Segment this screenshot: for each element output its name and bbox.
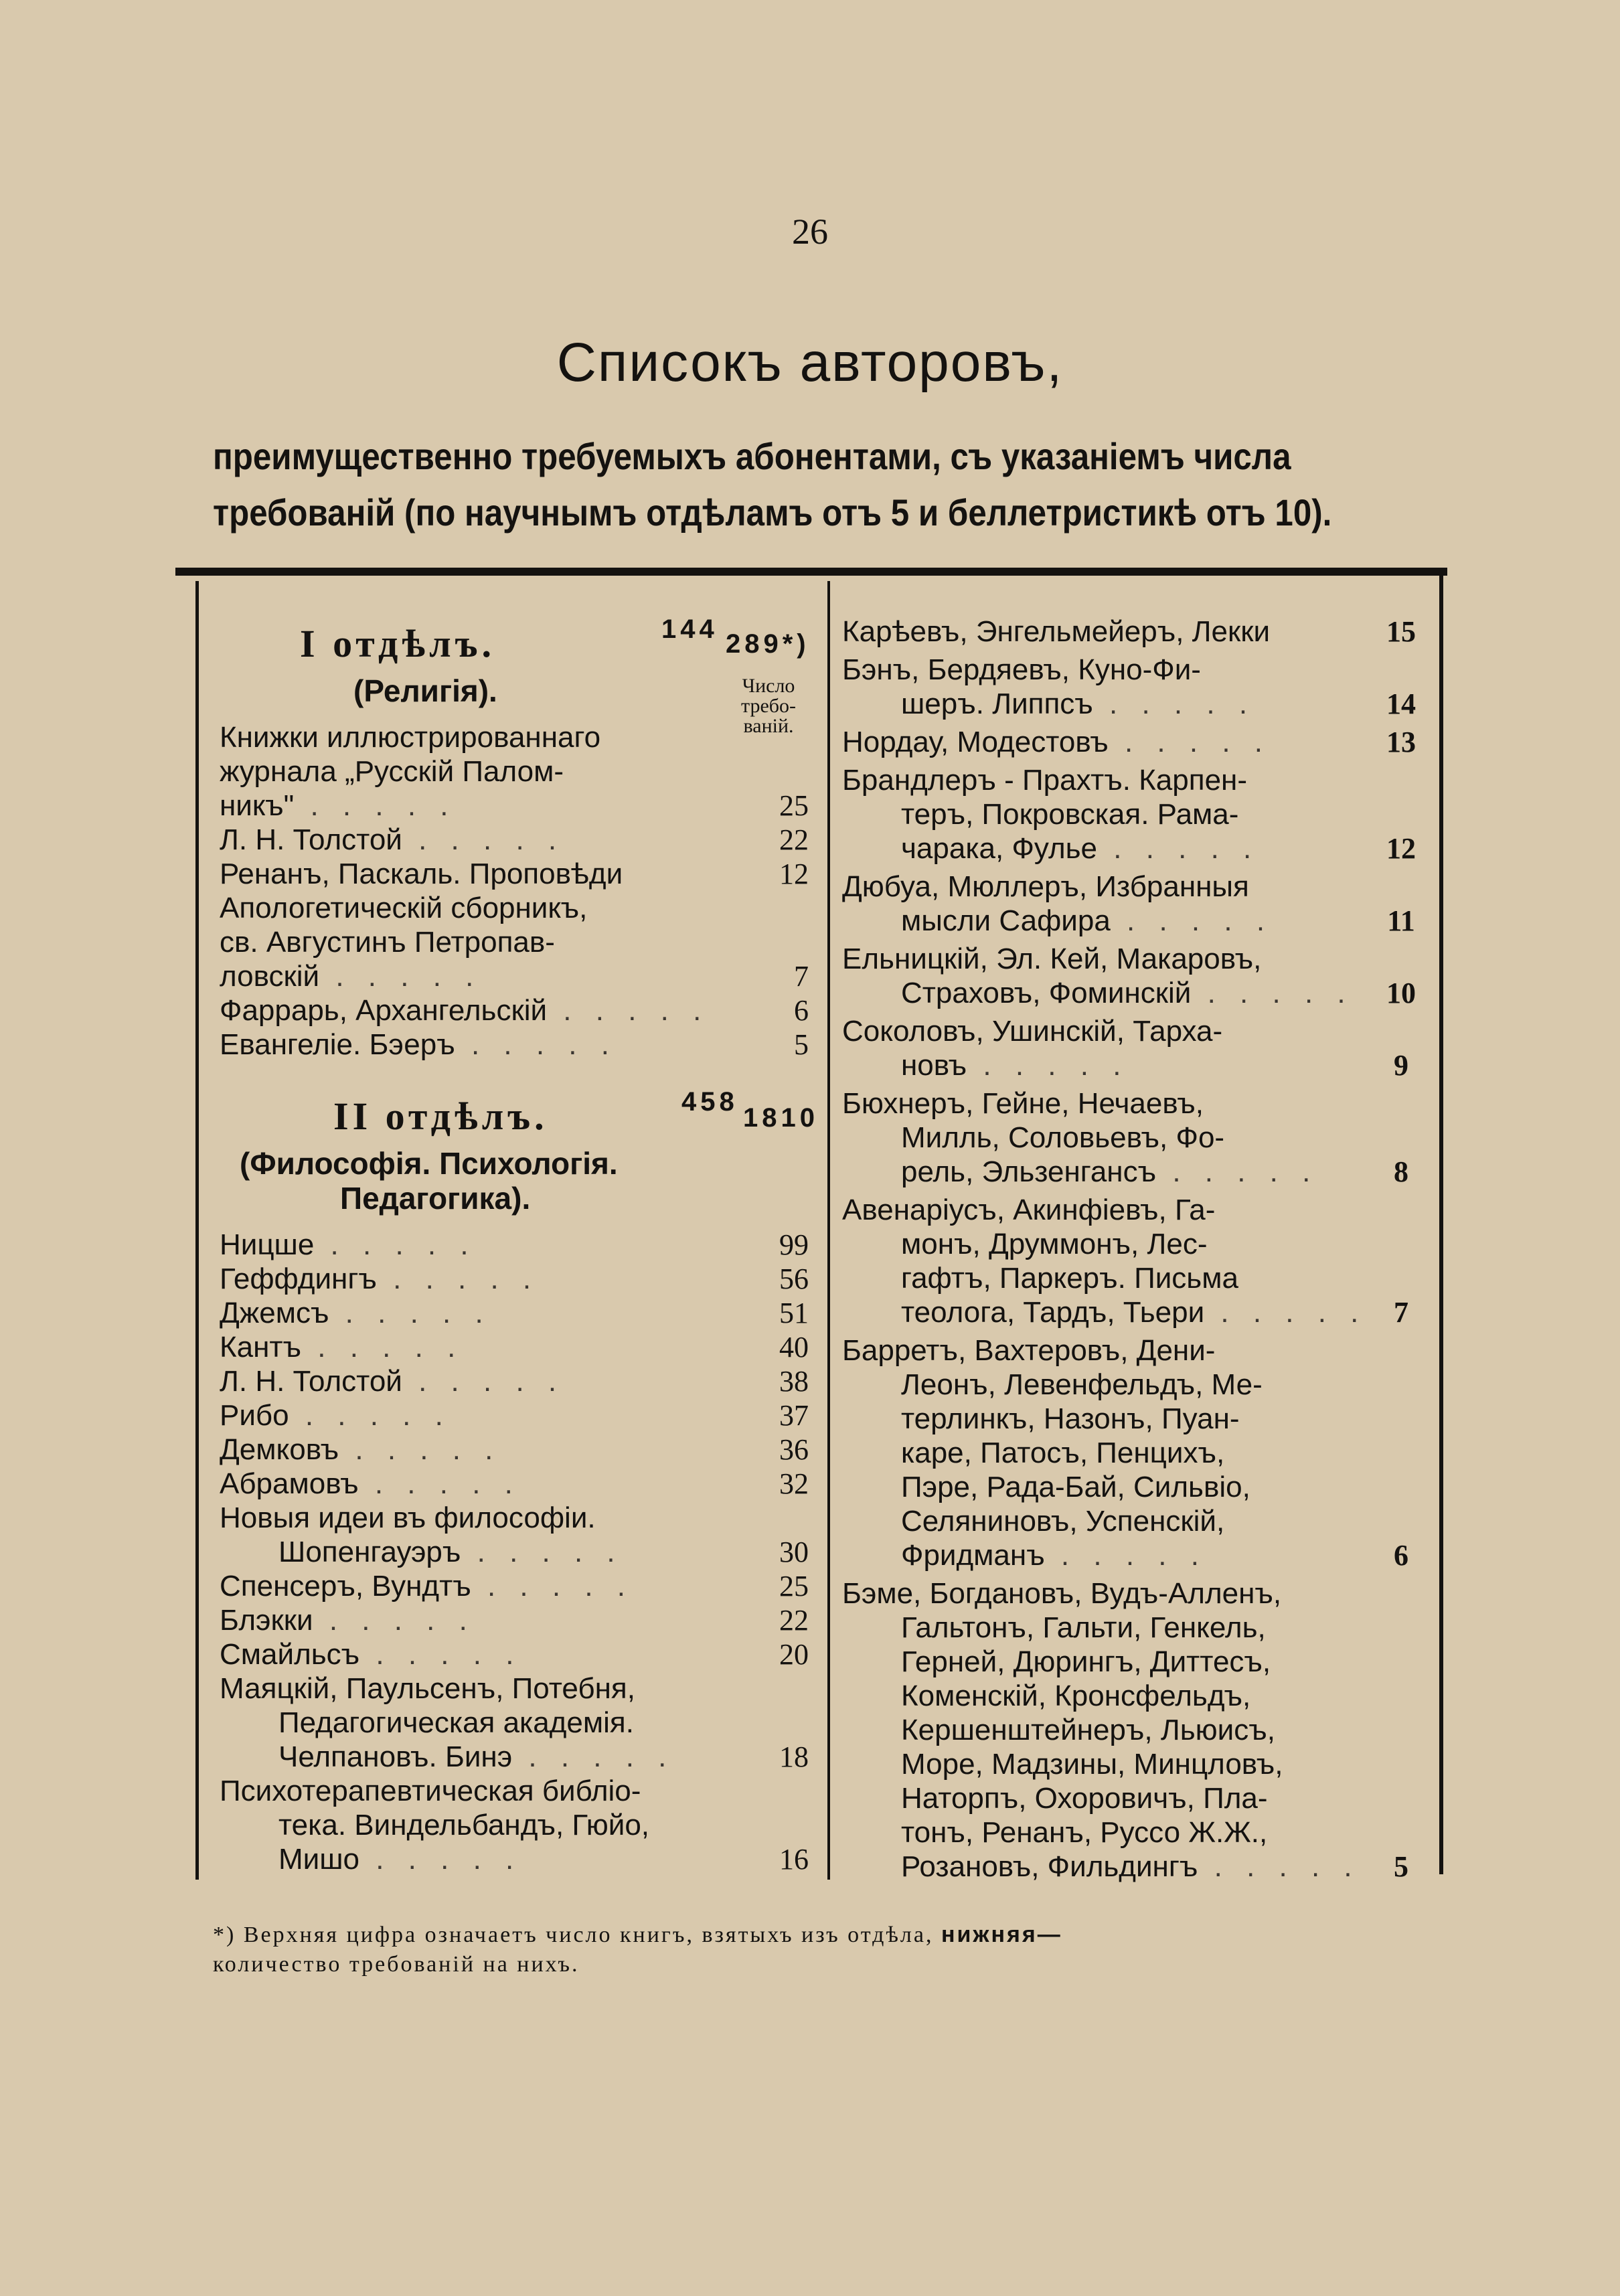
right-list [842,614,1416,1884]
list-item [842,653,1411,687]
request-count: 9 [1394,1049,1408,1082]
list-item [842,1193,1411,1227]
list-item [220,1330,809,1364]
list-item [842,1576,1411,1611]
list-item [220,1842,809,1876]
list-item [842,1295,1411,1329]
list-item [842,1402,1411,1436]
entry-text: тонъ, Ренанъ, Руссо Ж.Ж., [901,1816,1268,1849]
leader-dots: . . . . . [547,994,710,1027]
entry-text: терлинкъ, Назонъ, Пуан- [901,1402,1240,1435]
list-item [220,1569,809,1603]
list-item [220,857,809,891]
list-item [220,1706,809,1740]
leader-dots: . . . . . [1108,726,1271,758]
entry-text: Педагогическая академія. [278,1706,634,1739]
list-item [842,1538,1411,1572]
footnote-main: *) Верхняя цифра означаетъ число книгъ, взятыхъ изъ отдѣла, [213,1922,934,1947]
list-item [220,754,809,789]
leader-dots: . . . . . [1198,1850,1360,1883]
entry-text: Ельницкій, Эл. Кей, Макаровъ, [842,942,1262,975]
section-2-heading [220,1087,819,1146]
list-item [220,1398,809,1432]
entry-text: Новыя идеи въ философіи. [220,1501,596,1534]
leader-dots: . . . . . [461,1536,623,1568]
entry-text: теръ, Покровская. Рама- [901,798,1239,831]
list-item [842,1333,1411,1368]
request-count: 8 [1394,1155,1408,1188]
request-count: 13 [1386,726,1416,758]
request-count: 25 [779,789,809,822]
leader-dots: . . . . . [1204,1296,1367,1329]
entry-text: Фаррарь, Архангельскій [220,994,548,1027]
request-count: 7 [794,960,809,993]
request-count: 36 [779,1433,809,1466]
list-item [842,687,1416,721]
leader-dots: . . . . . [1097,832,1260,865]
entry-text: чарака, Фулье [901,832,1098,865]
subtitle-line-1: преимущественно требуемыхъ абонентами, съ указаніемъ числа [213,435,1291,477]
request-count: 11 [1387,904,1415,937]
entry-text: Ренанъ, Паскаль. Проповѣди [220,857,623,890]
list-item [842,1747,1411,1781]
list-item [220,1808,809,1842]
list-item [220,993,809,1028]
footnote-bold: нижняя— [941,1922,1062,1947]
leader-dots: . . . . . [1156,1155,1319,1188]
request-count: 5 [1394,1850,1408,1883]
section-1-heading [220,614,809,673]
requests-column-note: Число требо- ваній. [740,675,797,737]
left-border [195,581,199,1880]
leader-dots: . . . . . [455,1028,617,1061]
request-count: 14 [1386,687,1416,720]
entry-text: Милль, Соловьевъ, Фо- [901,1121,1225,1154]
request-count: 7 [1394,1296,1408,1329]
entry-text: Фридманъ [901,1539,1045,1572]
list-item [220,1637,809,1671]
leader-dots: . . . . . [376,1262,540,1295]
leader-dots: . . . . . [359,1843,522,1876]
section-1-list [220,720,809,1062]
list-item [842,1261,1411,1295]
footnote [213,1920,1418,1979]
list-item [842,1470,1411,1504]
list-item [842,763,1411,797]
entry-text: Коменскій, Кронсфельдъ, [901,1679,1251,1712]
list-item [220,789,809,823]
leader-dots: . . . . . [358,1467,521,1500]
request-count: 18 [779,1740,809,1773]
list-item [842,1227,1411,1261]
list-item [220,1296,809,1330]
entry-text: Барретъ, Вахтеровъ, Дени- [842,1334,1216,1367]
leader-dots: . . . . . [1191,977,1354,1009]
list-item [220,1774,809,1808]
entry-text: новъ [901,1049,967,1082]
list-item [220,1501,809,1535]
entry-text: Рибо [220,1399,289,1432]
list-item [842,1815,1411,1850]
entry-text: Герней, Дюрингъ, Диттесъ, [901,1645,1271,1678]
list-item [842,1436,1411,1470]
entry-text: Смайльсъ [220,1638,360,1671]
leader-dots: . . . . . [1044,1539,1207,1572]
leader-dots: . . . . . [313,1604,475,1637]
entry-text: Психотерапевтическая библіо- [220,1775,641,1807]
list-item [842,1611,1411,1645]
entry-text: Евангеліе. Бэеръ [220,1028,455,1061]
entry-text: Селяниновъ, Успенскій, [901,1505,1225,1538]
list-item [220,891,809,925]
entry-text: Розановъ, Фильдингъ [901,1850,1198,1883]
section-1-requests-count: 289*) [726,629,810,659]
entry-text: Демковъ [220,1433,339,1466]
entry-text: монъ, Друммонъ, Лес- [901,1228,1208,1260]
entry-text: Леонъ, Левенфельдъ, Ме- [901,1368,1263,1401]
list-item [842,1713,1411,1747]
page-number: 26 [792,212,828,252]
list-item [842,725,1416,759]
list-item [220,823,809,857]
entry-text: Маяцкій, Паульсенъ, Потебня, [220,1672,635,1705]
list-item [842,1645,1411,1679]
entry-text: никъ" [220,789,295,822]
entry-text: Соколовъ, Ушинскій, Тарха- [842,1015,1223,1048]
entry-text: Нордау, Модестовъ [842,726,1109,758]
entry-text: Гальтонъ, Гальти, Генкель, [901,1611,1266,1644]
entry-text: Кантъ [220,1331,302,1364]
entry-text: Наторпъ, Охоровичъ, Пла- [901,1782,1268,1815]
entry-text: Шопенгауэръ [278,1536,461,1568]
entry-text: Брандлеръ - Прахтъ. Карпен- [842,764,1247,797]
request-count: 37 [779,1399,809,1432]
request-count: 40 [779,1331,809,1364]
entry-text: Мишо [278,1843,359,1876]
request-count: 20 [779,1638,809,1671]
subtitle-line-2: требованій (по научнымъ отдѣламъ отъ 5 и беллетристикѣ отъ 10). [213,491,1332,534]
entry-text: гафтъ, Паркеръ. Письма [901,1262,1238,1295]
page-title: Списокъ авторовъ, [556,332,1064,393]
list-item [220,925,809,959]
list-item [220,1262,809,1296]
section-1-books-count: 144 [661,614,718,644]
entry-text: ловскій [220,960,320,993]
entry-text: Л. Н. Толстой [220,823,402,856]
right-column [842,614,1416,1888]
list-item [842,976,1416,1010]
list-item [842,1086,1411,1121]
section-2-subheading-2: Педагогика). [340,1181,531,1216]
entry-text: Море, Мадзины, Минцловъ, [901,1748,1283,1781]
entry-text: Л. Н. Толстой [220,1365,402,1398]
list-item [220,1467,809,1501]
entry-text: Страховъ, Фоминскій [901,977,1192,1009]
entry-text: Авенаріусъ, Акинфіевъ, Га- [842,1194,1216,1226]
list-item [842,1679,1411,1713]
entry-text: Бэме, Богдановъ, Вудъ-Алленъ, [842,1577,1282,1610]
entry-text: Книжки иллюстрированнаго [220,721,601,754]
request-count: 25 [779,1570,809,1603]
request-count: 22 [779,823,809,856]
entry-text: Ницше [220,1228,315,1261]
entry-text: теолога, Тардъ, Тьери [901,1296,1205,1329]
request-count: 99 [779,1228,809,1261]
list-item [842,870,1411,904]
leader-dots: . . . . . [471,1570,633,1603]
list-item [842,1121,1411,1155]
entry-text: Джемсъ [220,1297,329,1329]
request-count: 10 [1386,977,1416,1009]
list-item [220,1535,809,1569]
request-count: 30 [779,1536,809,1568]
section-1-title: I отдѣлъ. [300,622,496,665]
request-count: 51 [779,1297,809,1329]
entry-text: Абрамовъ [220,1467,359,1500]
entry-text: Бэнъ, Бердяевъ, Куно-Фи- [842,653,1201,686]
list-item [842,831,1416,866]
right-border [1439,576,1443,1874]
list-item [842,1014,1411,1048]
page-subtitle [213,428,1431,541]
list-item [220,1432,809,1467]
request-count: 16 [779,1843,809,1876]
header-rule [175,568,1447,576]
list-item [842,1048,1411,1082]
section-2-books-count: 458 [681,1087,738,1117]
request-count: 6 [1394,1539,1408,1572]
leader-dots: . . . . . [319,960,482,993]
entry-text: журнала „Русскій Палом- [220,755,564,788]
leader-dots: . . . . . [339,1433,501,1466]
leader-dots: . . . . . [402,1365,565,1398]
list-item [842,1850,1411,1884]
list-item [842,1781,1411,1815]
leader-dots: . . . . . [512,1740,675,1773]
request-count: 38 [779,1365,809,1398]
leader-dots: . . . . . [1092,687,1256,720]
footnote-line-2: количество требованій на нихъ. [213,1952,580,1977]
list-item [220,1740,809,1774]
entry-text: тека. Виндельбандъ, Гюйо, [278,1809,650,1841]
list-item [220,1671,809,1706]
section-1-subheading: (Религія). [353,673,497,708]
list-item [842,1368,1411,1402]
request-count: 15 [1386,615,1416,648]
section-2-requests-count: 1810 [743,1103,819,1133]
request-count: 12 [779,857,809,890]
middle-divider [827,581,830,1880]
leader-dots: . . . . . [1110,904,1273,937]
leader-dots: . . . . . [314,1228,477,1261]
left-column [220,614,819,1876]
request-count: 12 [1386,832,1416,865]
entry-text: Челпановъ. Бинэ [278,1740,513,1773]
section-2-title: II отдѣлъ. [333,1094,548,1138]
entry-text: Кершенштейнеръ, Льюисъ, [901,1714,1275,1746]
list-item [842,904,1415,938]
leader-dots: . . . . . [289,1399,451,1432]
section-2-list [220,1228,809,1876]
entry-text: Блэкки [220,1604,313,1637]
list-item [842,942,1411,976]
entry-text: Дюбуа, Мюллеръ, Избранныя [842,870,1249,903]
list-item [842,1155,1411,1189]
leader-dots: . . . . . [402,823,565,856]
list-item [220,1364,809,1398]
leader-dots: . . . . . [967,1049,1129,1082]
leader-dots: . . . . . [301,1331,464,1364]
leader-dots: . . . . . [294,789,457,822]
list-item [220,720,809,754]
list-item [842,1504,1411,1538]
entry-text: Пэре, Рада-Бай, Сильвіо, [901,1471,1250,1503]
leader-dots: . . . . . [359,1638,522,1671]
entry-text: шеръ. Липпсъ [901,687,1093,720]
entry-text: Карѣевъ, Энгельмейеръ, Лекки [842,615,1271,648]
entry-text: св. Августинъ Петропав- [220,926,555,959]
list-item [842,614,1416,649]
entry-text: Апологетическій сборникъ, [220,892,588,924]
list-item [220,959,809,993]
section-2-subheading-1: (Философія. Психологія. [240,1146,618,1181]
list-item [220,1228,809,1262]
request-count: 32 [779,1467,809,1500]
list-item [842,797,1411,831]
entry-text: Бюхнеръ, Гейне, Нечаевъ, [842,1087,1204,1120]
request-count: 22 [779,1604,809,1637]
request-count: 56 [779,1262,809,1295]
entry-text: Спенсеръ, Вундтъ [220,1570,471,1603]
entry-text: Геффдингъ [220,1262,377,1295]
request-count: 5 [794,1028,809,1061]
entry-text: каре, Патосъ, Пенцихъ, [901,1437,1225,1469]
list-item [220,1028,809,1062]
list-item [220,1603,809,1637]
entry-text: мысли Сафира [901,904,1111,937]
leader-dots: . . . . . [329,1297,491,1329]
request-count: 6 [794,994,809,1027]
entry-text: рель, Эльзенгансъ [901,1155,1157,1188]
